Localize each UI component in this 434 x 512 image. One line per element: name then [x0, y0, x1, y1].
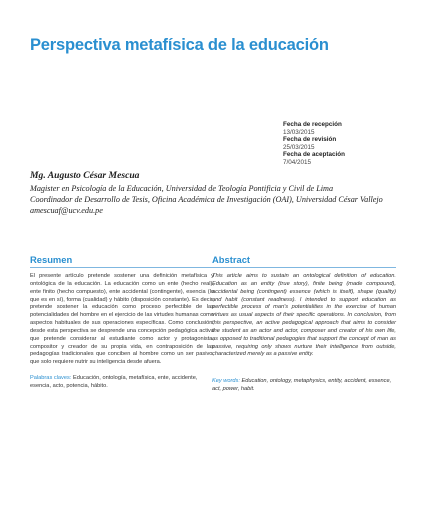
author-name: Mg. Augusto César Mescua — [30, 170, 140, 181]
dates-block — [283, 121, 423, 167]
article-title: Perspectiva metafísica de la educación — [30, 36, 329, 54]
accepted-label: Fecha de aceptación — [283, 151, 345, 159]
author-degree: Magister en Psicología de la Educación, Universidad de Teología Pontificia y Civil de Lima — [30, 184, 334, 193]
author-position: Coordinador de Desarrollo de Tesis, Oficina Académica de Investigación (OAI), Universidad César Vallejo — [30, 194, 383, 204]
received-label: Fecha de recepción — [283, 121, 342, 128]
resumen-keywords-text: Educación, ontología, metafísica, ente, accidente, esencia, acto, potencia, hábito. — [30, 375, 198, 389]
author-block — [30, 170, 420, 216]
abstract-keywords-label: Key words: — [212, 378, 240, 384]
revised-date: 25/03/2015 — [283, 143, 315, 151]
abstract-text: This article aims to sustain an ontological definition of education. Education as an entity (true story), finite being (made compound), accidental being (contingent) essence (which is itself), shape (quality) and habit (constant readiness). I intended to support education as perfectible process of man's potentialities in the exercise of human virtues as usual aspects of their specific operations. In conclusion, from this perspective, an active pedagogical approach that aims to consider the student as an actor and actor, composer and creator of his own life, as opposed to traditional pedagogies that support the concept of man as passive, requiring only shows nurture their intelligence from outside, characterized merely as a passive entity. — [212, 273, 396, 358]
received-date: 13/03/2015 — [283, 128, 315, 136]
abstract-section — [212, 254, 396, 359]
revised-label: Fecha de revisión — [283, 136, 337, 144]
accepted-date: 7/04/2015 — [283, 158, 312, 166]
abstract-heading: Abstract — [212, 254, 396, 268]
resumen-keywords — [30, 375, 214, 391]
resumen-keywords-label: Palabras claves: — [30, 375, 72, 381]
abstract-keywords-text: Education, ontology, metaphysics, entity, accident, essence, act, power, habit. — [212, 378, 392, 392]
author-email: amescuaf@ucv.edu.pe — [30, 205, 103, 215]
abstract-keywords — [212, 378, 396, 394]
resumen-text: El presente artículo pretende sostener una definición metafísica y ontológica de la educación. La educación como un ente (hecho real), ente finito (hecho compuesto), ente accidental (contingente), esencia (lo que es en sí), forma (cualidad) y hábito (disposición constante). Es decir, pretende sostener la educación como proceso perfectible de las potencialidades del hombre en el ejercicio de las virtudes humanas como aspectos habituales de sus operaciones específicas. Como conclusión, desde esta perspectiva se desprende una concepción pedagógica activa que pretende considerar al estudiante como actor y protagonista, compositor y creador de su propia vida, en contraposición de las pedagogías tradicionales que conciben al hombre como un ser pasivo, que solo requiere nutrir su inteligencia desde afuera. — [30, 273, 214, 366]
resumen-section — [30, 254, 214, 367]
resumen-heading: Resumen — [30, 254, 214, 268]
